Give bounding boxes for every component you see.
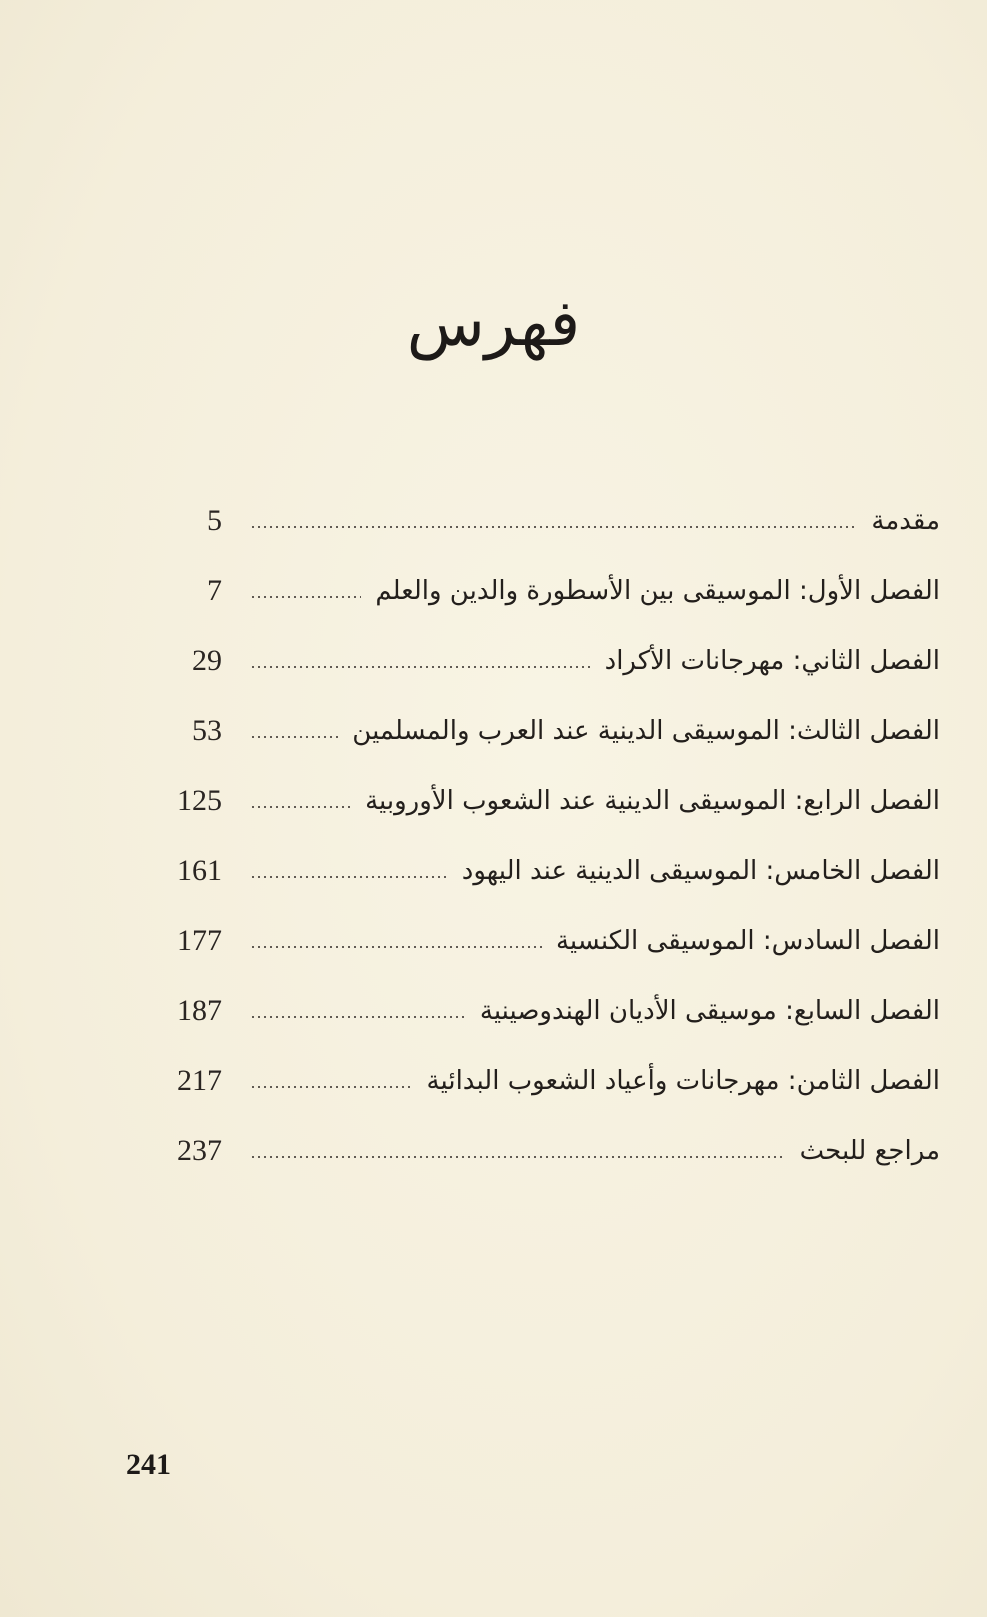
- toc-title: الفصل الثالث: الموسيقى الدينية عند العرب والمسلمين: [352, 716, 940, 746]
- toc-entry[interactable]: [160, 1116, 940, 1186]
- dot-leader: [250, 1156, 786, 1158]
- toc-leader: [250, 626, 940, 696]
- toc-page-number: 5: [207, 504, 222, 537]
- toc-entry[interactable]: [160, 696, 940, 766]
- toc-entry[interactable]: [160, 556, 940, 626]
- toc-title: مقدمة: [871, 506, 940, 536]
- toc-entry[interactable]: [160, 626, 940, 696]
- dot-leader: [250, 946, 542, 948]
- toc-leader: [250, 1046, 940, 1116]
- toc-page-number: 187: [177, 994, 222, 1027]
- toc-page-number: 177: [177, 924, 222, 957]
- toc-page-number: 237: [177, 1134, 222, 1167]
- toc-title: الفصل السادس: الموسيقى الكنسية: [555, 926, 940, 956]
- dot-leader: [250, 596, 361, 598]
- toc-title: مراجع للبحث: [799, 1136, 940, 1166]
- toc-leader: [250, 486, 940, 556]
- toc-title: الفصل الثامن: مهرجانات وأعياد الشعوب البدائية: [426, 1066, 940, 1096]
- toc-leader: [250, 766, 940, 836]
- toc-leader: [250, 836, 940, 906]
- toc-leader: [250, 556, 940, 626]
- toc-leader: [250, 1116, 940, 1186]
- toc-page-number: 161: [177, 854, 222, 887]
- dot-leader: [250, 1086, 413, 1088]
- dot-leader: [250, 526, 857, 528]
- toc-entry[interactable]: [160, 906, 940, 976]
- page-number: 241: [126, 1448, 171, 1481]
- toc-page-number: 53: [192, 714, 222, 747]
- toc-entry[interactable]: [160, 976, 940, 1046]
- toc-page-number: 125: [177, 784, 222, 817]
- toc-page-number: 217: [177, 1064, 222, 1097]
- dot-leader: [250, 736, 338, 738]
- toc-leader: [250, 906, 940, 976]
- toc-leader: [250, 976, 940, 1046]
- dot-leader: [250, 876, 448, 878]
- toc-title: الفصل الرابع: الموسيقى الدينية عند الشعوب الأوروبية: [365, 786, 940, 816]
- toc-leader: [250, 696, 940, 766]
- toc-entry[interactable]: [160, 836, 940, 906]
- toc-title: الفصل الخامس: الموسيقى الدينية عند اليهود: [461, 856, 940, 886]
- dot-leader: [250, 666, 591, 668]
- toc-page-number: 7: [207, 574, 222, 607]
- toc-entry[interactable]: [160, 766, 940, 836]
- toc-entry[interactable]: [160, 486, 940, 556]
- page-title: فهرس: [406, 287, 581, 361]
- toc-page-number: 29: [192, 644, 222, 677]
- dot-leader: [250, 1016, 466, 1018]
- toc-entry[interactable]: [160, 1046, 940, 1116]
- toc-title: الفصل الأول: الموسيقى بين الأسطورة والدين والعلم: [375, 576, 940, 606]
- toc-title: الفصل الثاني: مهرجانات الأكراد: [604, 646, 940, 676]
- toc-title: الفصل السابع: موسيقى الأديان الهندوصينية: [479, 996, 940, 1026]
- table-of-contents: [160, 486, 940, 1186]
- dot-leader: [250, 806, 351, 808]
